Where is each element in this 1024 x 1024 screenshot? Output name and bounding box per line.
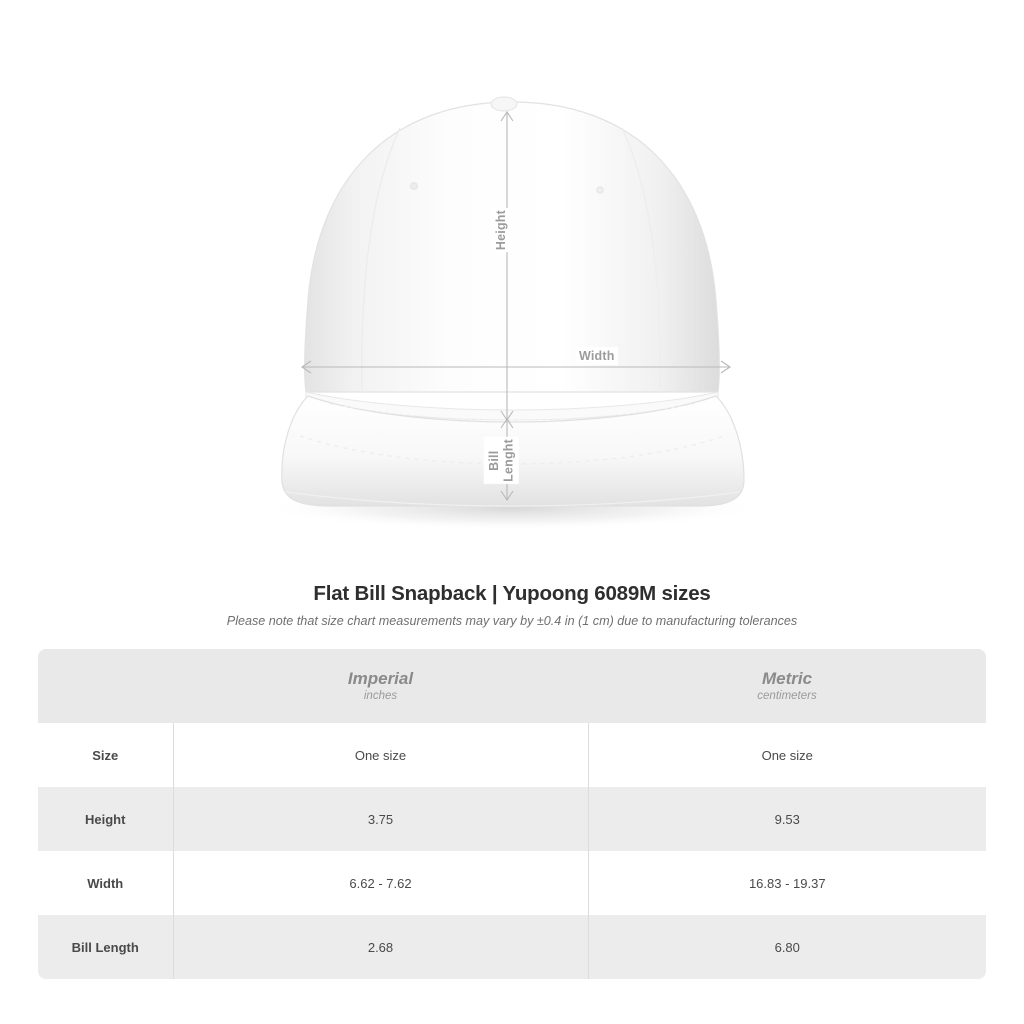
header-imperial-unit: inches (363, 690, 398, 703)
row-label-size: Size (38, 723, 173, 787)
size-chart-table (38, 649, 986, 979)
bill-length-label-line2: Lenght (501, 439, 516, 482)
row-metric-size: One size (588, 723, 986, 787)
row-label-width: Width (38, 851, 173, 915)
table-row (38, 787, 986, 851)
row-metric-width: 16.83 - 19.37 (588, 851, 986, 915)
header-blank-cell (38, 649, 173, 723)
height-dimension-label: Height (491, 208, 511, 252)
cap-button (491, 97, 517, 111)
header-metric-unit: centimeters (757, 690, 817, 703)
row-label-height: Height (38, 787, 173, 851)
row-metric-height: 9.53 (588, 787, 986, 851)
row-metric-bill-length: 6.80 (588, 915, 986, 979)
size-chart-table-wrapper (38, 649, 986, 979)
table-header-row (38, 649, 986, 723)
row-imperial-bill-length: 2.68 (173, 915, 588, 979)
table-row (38, 723, 986, 787)
table-row (38, 851, 986, 915)
row-imperial-height: 3.75 (173, 787, 588, 851)
page-title: Flat Bill Snapback | Yupoong 6089M sizes (313, 582, 711, 605)
tolerance-note: Please note that size chart measurements may vary by ±0.4 in (1 cm) due to manufacturing tolerances (226, 614, 798, 628)
bill-length-dimension-label (484, 437, 519, 484)
header-metric-title: Metric (761, 668, 813, 688)
title-block (0, 582, 1024, 628)
table-row (38, 915, 986, 979)
cap-eyelet-left (411, 183, 418, 190)
row-imperial-size: One size (173, 723, 588, 787)
row-label-bill-length: Bill Length (38, 915, 173, 979)
row-imperial-width: 6.62 - 7.62 (173, 851, 588, 915)
header-imperial-title: Imperial (347, 668, 414, 688)
width-dimension-label: Width (576, 347, 618, 365)
bill-length-label-line1: Bill (487, 450, 501, 471)
header-metric-cell (588, 649, 986, 723)
cap-eyelet-right (597, 187, 603, 193)
header-imperial-cell (173, 649, 588, 723)
